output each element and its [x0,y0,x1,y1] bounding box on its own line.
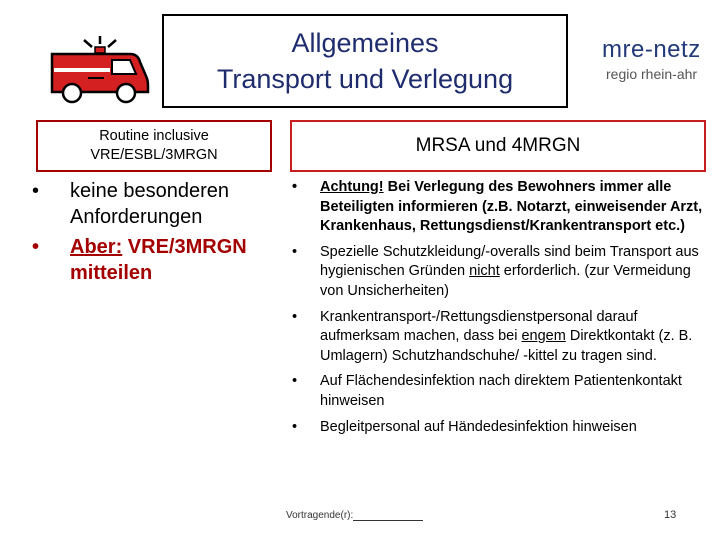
mre-netz-logo [598,30,710,100]
bullet-icon: • [292,243,298,260]
right-bullet-1-text: Bei Verlegung des Bewohners immer alle Beteiligten informieren (z.B. Notarzt, einweisender Arzt, Krankenhaus, Rettungsdienst/Krankentransport etc.) [320,179,703,235]
siren-ray-icon [108,40,116,47]
title-line-1: Allgemeines [291,28,439,58]
right-bullet-2-end: erforderlich. (zur Vermeidung von Unsicherheiten) [320,263,691,299]
presenter-blank-line [353,520,423,521]
right-bullet-2-start: Spezielle Schutzkleidung/-overalls sind beim Transport aus hygienischen Gründen [320,243,699,280]
bullet-icon: • [292,418,298,435]
right-bullet-2-underline: nicht [469,263,500,280]
ambulance-stripe [54,68,110,72]
left-bullet-item [26,178,276,230]
bullet-icon: • [32,236,40,258]
wheel-icon [63,84,81,102]
right-bullet-1-prefix: Achtung! [320,179,384,195]
left-bullet-item [26,234,276,286]
right-bullet-3-start: Krankentransport-/Rettungsdienstpersonal darauf aufmerksam machen, dass bei [320,308,638,345]
right-bullet-5-text: Begleitpersonal auf Händedesinfektion hinweisen [320,418,637,435]
left-column-header [36,120,272,172]
right-bullet-4-text: Auf Flächendesinfektion nach direktem Patientenkontakt hinweisen [320,373,682,409]
ambulance-icon [38,30,156,108]
right-bullet-item [292,418,712,438]
left-bullet-2-line-2: mitteilen [70,262,153,284]
presenter-field [286,510,423,521]
bullet-icon: • [32,180,40,202]
right-bullet-list [292,178,712,443]
bullet-icon: • [292,308,298,325]
right-bullet-3-end: Direktkontakt (z. B. Umlagern) Schutzhandschuhe/ -kittel zu tragen sind. [320,328,693,364]
logo-brand: mre-netz [602,36,701,63]
right-bullet-item [292,372,712,411]
right-column-header [290,120,706,172]
left-bullet-1-line-2: Anforderungen [70,206,203,228]
siren-light-icon [95,47,105,53]
bullet-icon: • [292,179,298,195]
right-bullet-item [292,178,712,237]
right-bullet-3-underline: engem [521,328,566,345]
title-line-2: Transport und Verlegung [216,64,514,94]
left-header-line-2: VRE/ESBL/3MRGN [90,147,218,163]
left-header-line-1: Routine inclusive [99,128,209,144]
siren-ray-icon [84,40,92,47]
presenter-label: Vortragende(r): [286,510,354,521]
left-bullet-list [26,178,276,290]
right-bullet-item [292,243,712,302]
title-box [162,14,568,108]
left-bullet-1-line-1: keine besonderen [70,180,230,202]
logo-region: regio rhein-ahr [606,66,698,82]
page-number: 13 [664,509,677,521]
right-bullet-item [292,308,712,367]
right-header-text: MRSA und 4MRGN [415,135,581,156]
left-bullet-2-rest: VRE/3MRGN [122,236,247,258]
wheel-icon [117,84,135,102]
left-bullet-2-prefix: Aber: [70,236,123,258]
bullet-icon: • [292,373,298,390]
